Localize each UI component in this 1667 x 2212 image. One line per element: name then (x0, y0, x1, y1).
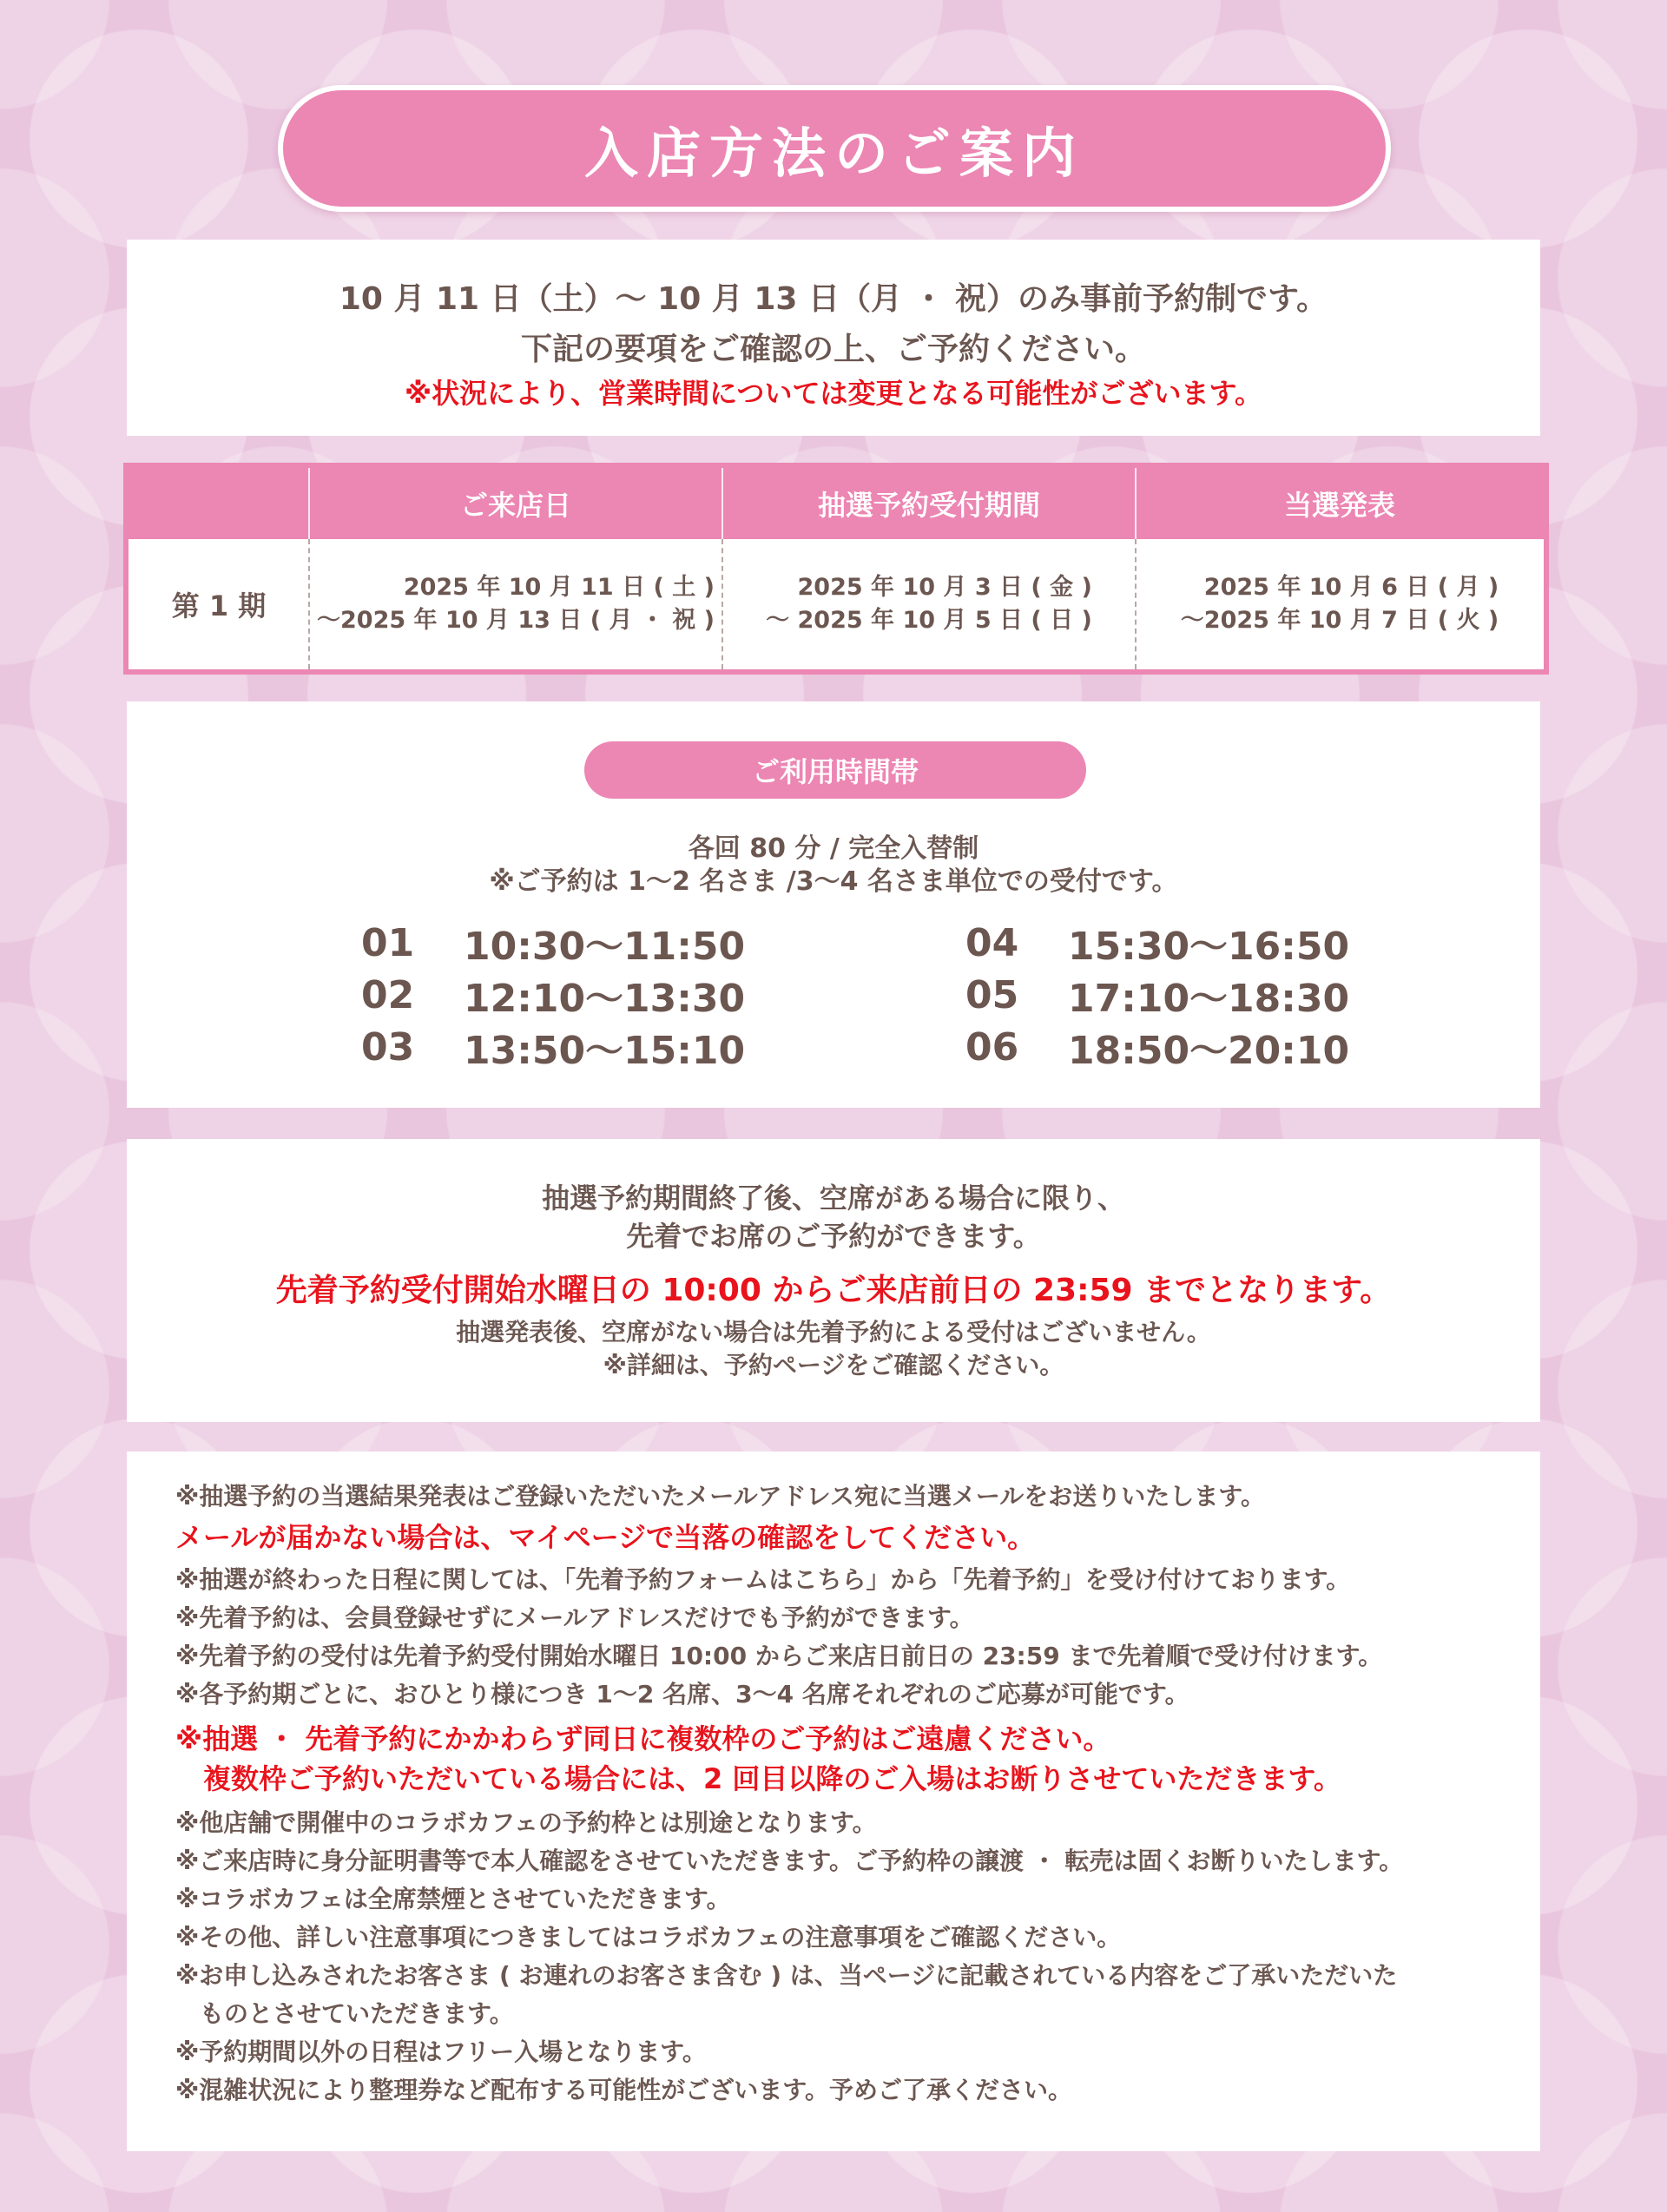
early-line-2: 先着でお席のご予約ができます。 (626, 1220, 1041, 1253)
schedule-table (123, 463, 1549, 675)
note-item: ※その他、詳しい注意事項につきましてはコラボカフェの注意事項をご確認ください。 (175, 1923, 1122, 1952)
header-divider (721, 468, 723, 539)
announcement-end: ～2025 年 10 月 7 日 ( 火 ) (1180, 607, 1499, 634)
time-slot (361, 1023, 745, 1071)
note-item: ※お申し込みされたお客さま ( お連れのお客さま含む ) は、当ページに記載されている内容をご了承いただいた (175, 1961, 1398, 1990)
note-item: ※他店舗で開催中のコラボカフェの予約枠とは別途となります。 (175, 1808, 877, 1837)
note-item: ※ご来店時に身分証明書等で本人確認をさせていただきます。ご予約枠の譲渡 ・ 転売は固くお断りいたします。 (175, 1847, 1404, 1875)
time-slot (965, 1023, 1349, 1071)
entry-period-start: 2025 年 10 月 3 日 ( 金 ) (797, 574, 1092, 601)
note-item-important: ※抽選 ・ 先着予約にかかわらず同日に複数枠のご予約はご遠慮ください。 (175, 1722, 1111, 1755)
note-item: ※各予約期ごとに、おひとり様につき 1～2 名席、3～4 名席それぞれのご応募が可能です。 (175, 1680, 1189, 1708)
slot-time: 15:30～16:50 (1068, 925, 1350, 969)
slot-number: 05 (965, 972, 1019, 1017)
header-divider (308, 468, 310, 539)
slot-time: 18:50～20:10 (1068, 1029, 1350, 1073)
slot-number: 04 (965, 920, 1019, 965)
header-divider (1135, 468, 1137, 539)
slot-number: 02 (361, 972, 415, 1017)
header-entry-period: 抽選予約受付期間 (817, 489, 1040, 522)
slot-number: 06 (965, 1024, 1019, 1070)
early-highlight: 先着予約受付開始水曜日の 10:00 からご来店前日の 23:59 までとなります。 (275, 1273, 1392, 1308)
notes-panel (127, 1452, 1540, 2151)
time-slots-party-note: ※ご予約は 1～2 名さま /3～4 名さま単位での受付です。 (489, 866, 1178, 897)
note-item: ※混雑状況により整理券など配布する可能性がございます。予めご了承ください。 (175, 2076, 1072, 2104)
note-item: ※抽選が終わった日程に関しては、「先着予約フォームはこちら」から「先着予約」を受け付けております。 (175, 1565, 1351, 1594)
header-announcement: 当選発表 (1283, 489, 1395, 522)
slot-number: 01 (361, 920, 415, 965)
visit-date-end: ～2025 年 10 月 13 日 ( 月 ・ 祝 ) (317, 607, 715, 634)
header-visit-date: ご来店日 (459, 489, 571, 522)
note-item: ※予約期間以外の日程はフリー入場となります。 (175, 2038, 707, 2066)
note-item: ※先着予約の受付は先着予約受付開始水曜日 10:00 からご来店日前日の 23:59 まで先着順で受け付けます。 (175, 1642, 1383, 1670)
intro-line-1: 10 月 11 日（土）～ 10 月 13 日（月 ・ 祝）のみ事前予約制です。 (339, 281, 1328, 317)
time-slot (965, 918, 1349, 967)
slot-time: 12:10～13:30 (464, 977, 746, 1021)
early-line-3: 抽選発表後、空席がない場合は先着予約による受付はございません。 (456, 1318, 1211, 1346)
note-item: ものとさせていただきます。 (175, 1999, 514, 2028)
time-slot (361, 918, 745, 967)
announcement-cell (1136, 539, 1544, 669)
early-line-1: 抽選予約期間終了後、空席がある場合に限り、 (541, 1182, 1125, 1215)
note-item: ※抽選予約の当選結果発表はご登録いただいたメールアドレス宛に当選メールをお送りいたします。 (175, 1482, 1266, 1511)
entry-period-cell (722, 539, 1136, 669)
time-slots-panel (127, 701, 1540, 1108)
note-item: ※先着予約は、会員登録せずにメールアドレスだけでも予約ができます。 (175, 1603, 974, 1632)
announcement-start: 2025 年 10 月 6 日 ( 月 ) (1203, 574, 1499, 601)
intro-line-2: 下記の要項をご確認の上、ご予約ください。 (520, 332, 1146, 367)
visit-date-start: 2025 年 10 月 11 日 ( 土 ) (403, 574, 715, 601)
note-item: ※コラボカフェは全席禁煙とさせていただきます。 (175, 1885, 731, 1913)
time-slots-title: ご利用時間帯 (584, 741, 1086, 799)
early-reservation-panel (127, 1139, 1540, 1422)
slot-time: 13:50～15:10 (464, 1029, 746, 1073)
intro-notice: ※状況により、営業時間については変更となる可能性がございます。 (405, 377, 1262, 410)
early-intro (127, 1179, 1540, 1255)
page-title: 入店方法のご案内 (278, 85, 1391, 212)
time-slots-duration: 各回 80 分 / 完全入替制 (688, 833, 979, 864)
slot-number: 03 (361, 1024, 415, 1070)
early-notes (127, 1316, 1540, 1382)
slot-time: 17:10～18:30 (1068, 977, 1350, 1021)
time-slot (361, 971, 745, 1019)
entry-period-end: ～ 2025 年 10 月 5 日 ( 日 ) (766, 607, 1092, 634)
note-item-important: メールが届かない場合は、マイページで当落の確認をしてください。 (175, 1521, 1036, 1554)
period-label: 第 1 期 (171, 589, 267, 622)
time-slot (965, 971, 1349, 1019)
early-line-4: ※詳細は、予約ページをご確認ください。 (603, 1351, 1064, 1379)
intro-panel (127, 240, 1540, 436)
note-item-important: 複数枠ご予約いただいている場合には、2 回目以降のご入場はお断りさせていただきます。 (175, 1762, 1341, 1795)
slot-time: 10:30～11:50 (464, 925, 746, 969)
visit-date-cell (309, 539, 722, 669)
